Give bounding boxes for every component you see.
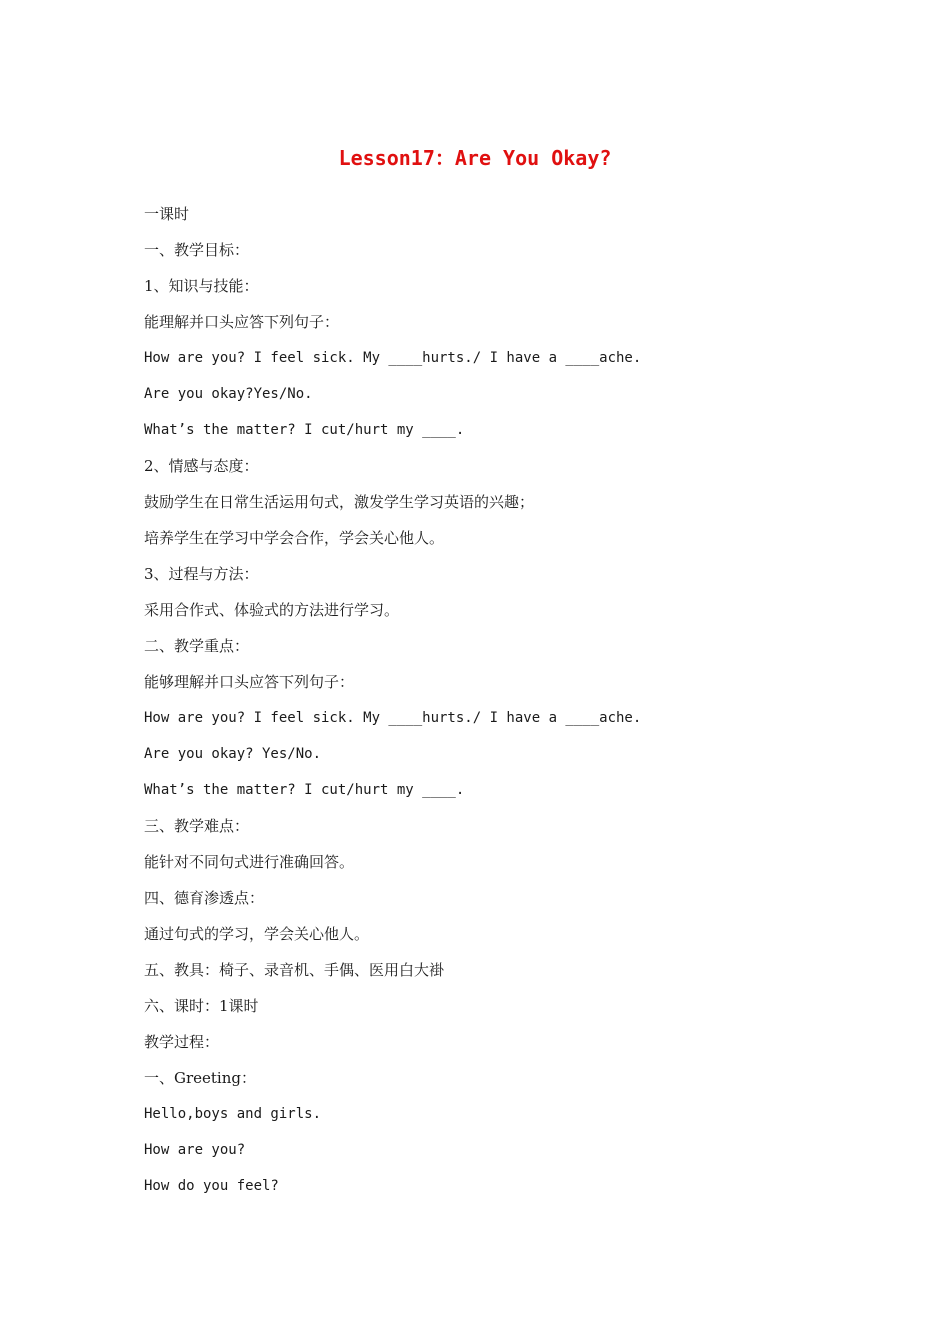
text-line: What’s the matter? I cut/hurt my ____. bbox=[144, 422, 465, 438]
text-line: Are you okay?Yes/No. bbox=[144, 386, 313, 402]
text-line: 通过句式的学习，学会关心他人。 bbox=[144, 925, 370, 943]
text-line: 能理解并口头应答下列句子： bbox=[144, 313, 340, 331]
text-line: 四、德育渗透点： bbox=[144, 889, 265, 907]
text-line: 采用合作式、体验式的方法进行学习。 bbox=[144, 601, 400, 619]
text-line: What’s the matter? I cut/hurt my ____. bbox=[144, 782, 465, 798]
text-line: 一、Greeting： bbox=[144, 1069, 256, 1087]
text-line: 六、课时：1课时 bbox=[144, 997, 259, 1015]
text-line: Hello,boys and girls. bbox=[144, 1106, 322, 1122]
document-title: Lesson17：Are You Okay? bbox=[338, 146, 612, 170]
text-line: 三、教学难点： bbox=[144, 817, 250, 835]
document-body bbox=[144, 202, 824, 1210]
text-line: 能针对不同句式进行准确回答。 bbox=[144, 853, 355, 871]
text-line: 二、教学重点： bbox=[144, 637, 250, 655]
text-line: 3、过程与方法： bbox=[144, 565, 259, 583]
text-line: 一课时 bbox=[144, 205, 190, 223]
text-line: 能够理解并口头应答下列句子： bbox=[144, 673, 355, 691]
text-line: How are you? I feel sick. My ____hurts./ I have a ____ache. bbox=[144, 350, 642, 366]
text-line: 培养学生在学习中学会合作，学会关心他人。 bbox=[144, 529, 445, 547]
text-line: 教学过程： bbox=[144, 1033, 220, 1051]
text-line: 鼓励学生在日常生活运用句式，激发学生学习英语的兴趣； bbox=[144, 493, 535, 511]
text-line: 五、教具：椅子、录音机、手偶、医用白大褂 bbox=[144, 961, 445, 979]
text-line: How are you? I feel sick. My ____hurts./ I have a ____ache. bbox=[144, 710, 642, 726]
text-line: How are you? bbox=[144, 1142, 246, 1158]
text-line: 1、知识与技能： bbox=[144, 277, 259, 295]
text-line: 一、教学目标： bbox=[144, 241, 250, 259]
text-line: Are you okay? Yes/No. bbox=[144, 746, 322, 762]
text-line: 2、情感与态度： bbox=[144, 457, 259, 475]
text-line: How do you feel? bbox=[144, 1178, 279, 1194]
